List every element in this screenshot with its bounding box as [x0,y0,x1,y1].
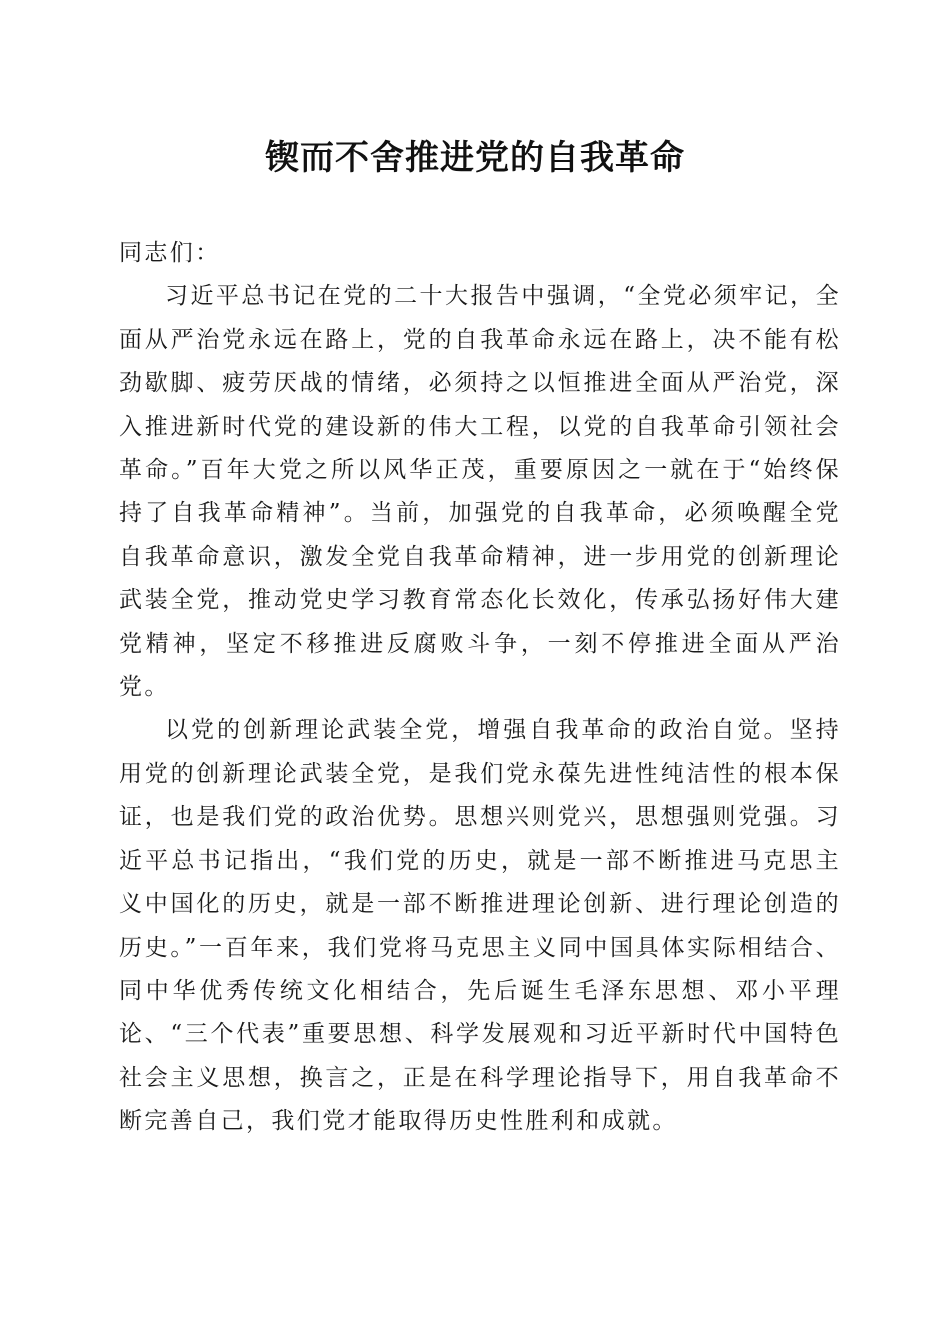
salutation: 同志们： [119,240,221,266]
paragraph-1: 习近平总书记在党的二十大报告中强调，“全党必须牢记，全面从严治党永远在路上，党的自我革命永远在路上，决不能有松劲歇脚、疲劳厌战的情绪，必须持之以恒推进全面从严治党，深入推进新时代党的建设新的伟大工程，以党的自我革命引领社会革命。”百年大党之所以风华正茂，重要原因之一就在于“始终保持了自我革命精神”。当前，加强党的自我革命，必须唤醒全党自我革命意识，激发全党自我革命精神，进一步用党的创新理论武装全党，推动党史学习教育常态化长效化，传承弘扬好伟大建党精神，坚定不移推进反腐败斗争，一刻不停推进全面从严治党。 [119,283,841,701]
document-title: 锲而不舍推进党的自我革命 [265,138,685,178]
document-body [119,232,841,1144]
paragraph-2: 以党的创新理论武装全党，增强自我革命的政治自觉。坚持用党的创新理论武装全党，是我们党永葆先进性纯洁性的根本保证，也是我们党的政治优势。思想兴则党兴，思想强则党强。习近平总书记指出，“我们党的历史，就是一部不断推进马克思主义中国化的历史，就是一部不断推进理论创新、进行理论创造的历史。”一百年来，我们党将马克思主义同中国具体实际相结合、同中华优秀传统文化相结合，先后诞生毛泽东思想、邓小平理论、“三个代表”重要思想、科学发展观和习近平新时代中国特色社会主义思想，换言之，正是在科学理论指导下，用自我革命不断完善自己，我们党才能取得历史性胜利和成就。 [119,717,841,1135]
